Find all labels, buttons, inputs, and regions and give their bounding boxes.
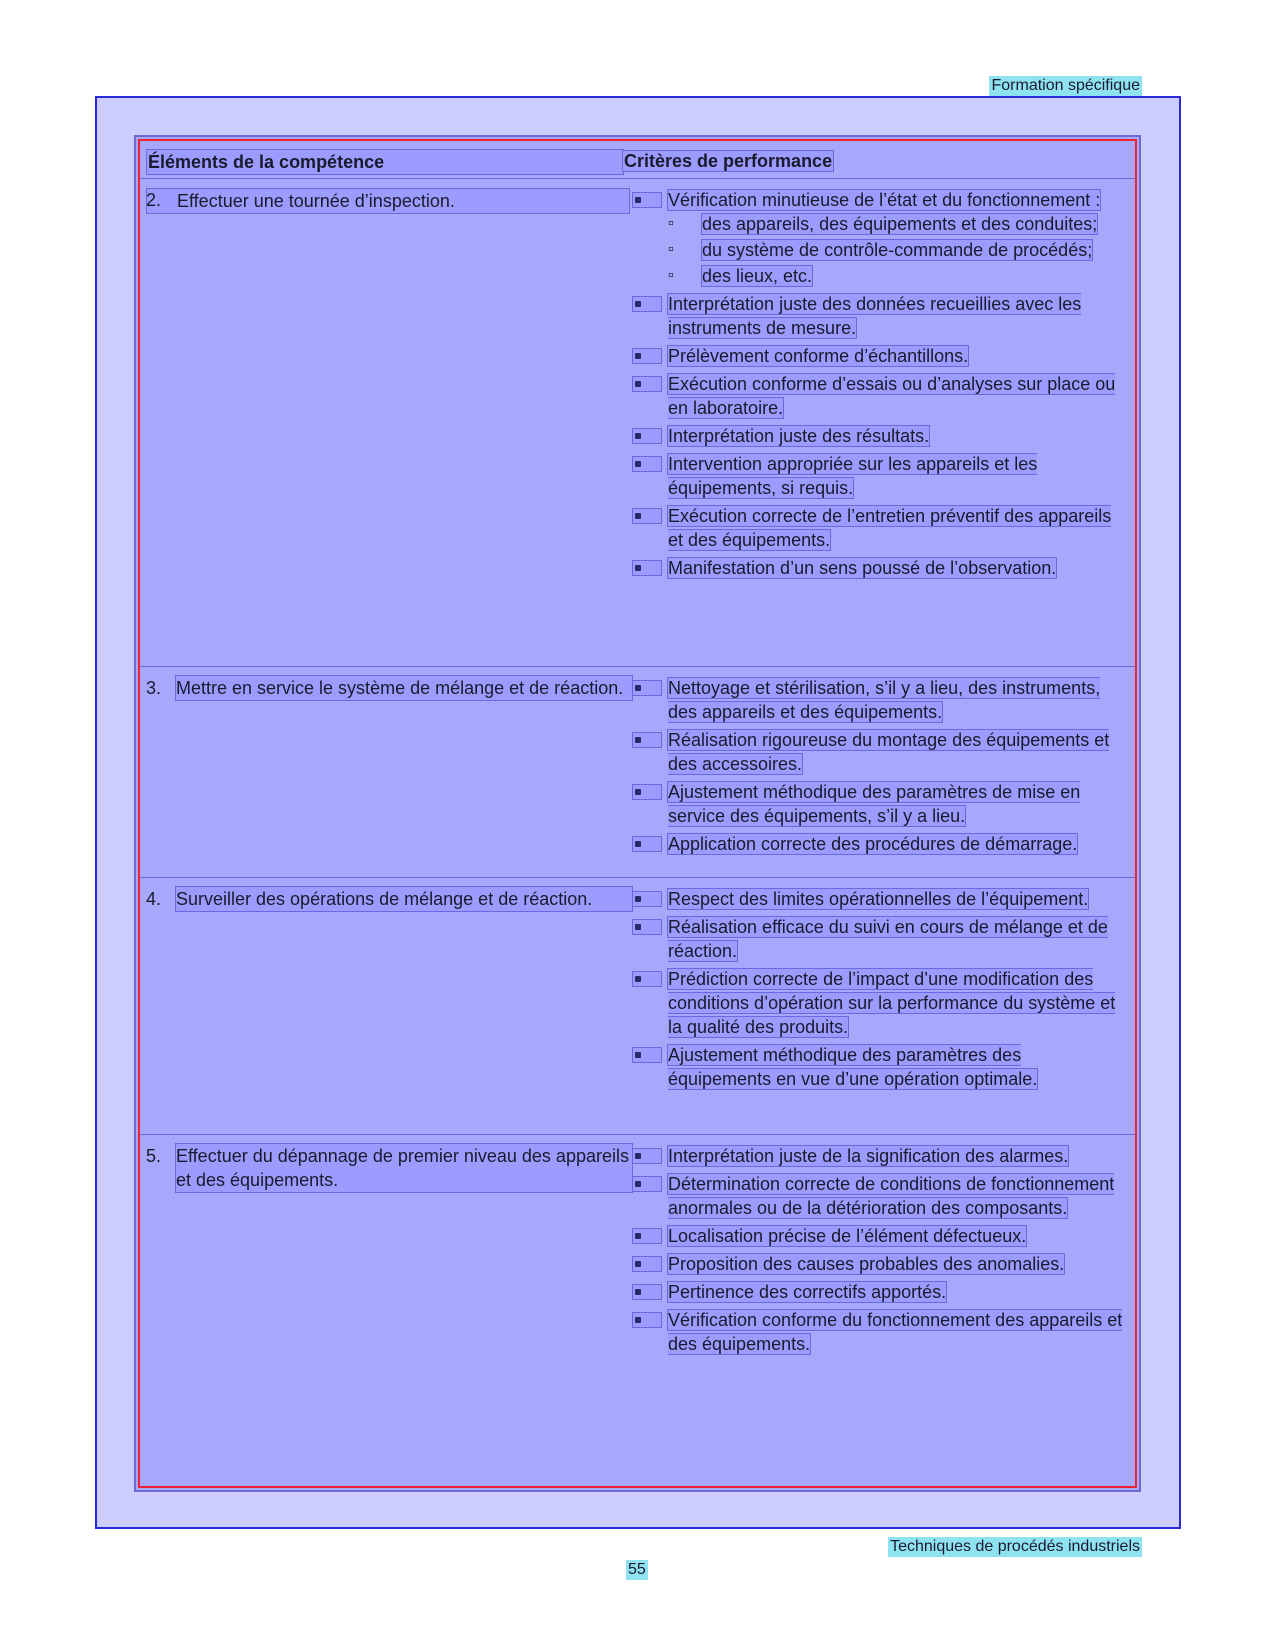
element-text: Surveiller des opérations de mélange et de réaction. bbox=[176, 887, 632, 911]
bullet-icon bbox=[632, 891, 662, 907]
bullet-icon bbox=[632, 1256, 662, 1272]
table-row bbox=[140, 178, 1135, 667]
list-item: Réalisation efficace du suivi en cours de mélange et de réaction. bbox=[632, 915, 1125, 963]
table-row bbox=[140, 1134, 1135, 1486]
competence-element bbox=[146, 676, 632, 700]
table-header-row bbox=[140, 141, 1135, 179]
element-number: 2. bbox=[146, 190, 162, 210]
element-number: 4. bbox=[146, 889, 162, 909]
list-item: Proposition des causes probables des anomalies. bbox=[632, 1252, 1125, 1276]
table-row bbox=[140, 877, 1135, 1135]
list-item: Manifestation d’un sens poussé de l’observation. bbox=[632, 556, 1125, 580]
bullet-icon bbox=[632, 680, 662, 696]
bullet-icon bbox=[632, 836, 662, 852]
element-text: Mettre en service le système de mélange et de réaction. bbox=[176, 676, 632, 700]
performance-criteria bbox=[632, 1144, 1125, 1360]
bullet-icon bbox=[632, 428, 662, 444]
bullet-icon bbox=[632, 1047, 662, 1063]
col-header-criteria: Critères de performance bbox=[624, 151, 833, 171]
list-item: Localisation précise de l’élément défectueux. bbox=[632, 1224, 1125, 1248]
bullet-icon bbox=[632, 376, 662, 392]
square-bullet-icon: ▫ bbox=[668, 241, 674, 258]
element-text: Effectuer du dépannage de premier niveau des appareils et des équipements. bbox=[176, 1144, 632, 1192]
competence-element bbox=[146, 188, 632, 214]
bullet-icon bbox=[632, 784, 662, 800]
list-item: Ajustement méthodique des paramètres des équipements en vue d’une opération optimale. bbox=[632, 1043, 1125, 1091]
list-item: Détermination correcte de conditions de fonctionnement anormales ou de la détérioration des composants. bbox=[632, 1172, 1125, 1220]
performance-criteria bbox=[632, 676, 1125, 860]
bullet-icon bbox=[632, 919, 662, 935]
bullet-icon bbox=[632, 560, 662, 576]
running-footer: Techniques de procédés industriels bbox=[890, 1538, 1140, 1555]
list-item: Application correcte des procédures de démarrage. bbox=[632, 832, 1125, 856]
bullet-icon bbox=[632, 348, 662, 364]
list-item: Interprétation juste de la signification des alarmes. bbox=[632, 1144, 1125, 1168]
competence-table-wrapper bbox=[134, 135, 1141, 1492]
list-item: Intervention appropriée sur les appareils et les équipements, si requis. bbox=[632, 452, 1125, 500]
sub-list-item: ▫ des lieux, etc. bbox=[668, 266, 813, 286]
list-item: Interprétation juste des données recueillies avec les instruments de mesure. bbox=[632, 292, 1125, 340]
list-item: Exécution correcte de l’entretien préventif des appareils et des équipements. bbox=[632, 504, 1125, 552]
bullet-icon bbox=[632, 1148, 662, 1164]
list-item: Réalisation rigoureuse du montage des équipements et des accessoires. bbox=[632, 728, 1125, 776]
list-item: Interprétation juste des résultats. bbox=[632, 424, 1125, 448]
list-item: Exécution conforme d’essais ou d’analyses sur place ou en laboratoire. bbox=[632, 372, 1125, 420]
performance-criteria bbox=[632, 188, 1125, 584]
sub-list-item: ▫ du système de contrôle-commande de procédés; bbox=[668, 240, 1093, 260]
bullet-icon bbox=[632, 1284, 662, 1300]
list-item: Pertinence des correctifs apportés. bbox=[632, 1280, 1125, 1304]
bullet-icon bbox=[632, 971, 662, 987]
list-item: Vérification conforme du fonctionnement des appareils et des équipements. bbox=[632, 1308, 1125, 1356]
sub-list-item: ▫ des appareils, des équipements et des conduites; bbox=[668, 214, 1098, 234]
list-item: Ajustement méthodique des paramètres de mise en service des équipements, s’il y a lieu. bbox=[632, 780, 1125, 828]
competence-element bbox=[146, 887, 632, 911]
square-bullet-icon: ▫ bbox=[668, 215, 674, 232]
page-frame bbox=[95, 96, 1181, 1529]
bullet-icon bbox=[632, 456, 662, 472]
element-number: 5. bbox=[146, 1146, 162, 1166]
running-header: Formation spécifique bbox=[991, 77, 1140, 94]
bullet-icon bbox=[632, 192, 662, 208]
list-item: Prédiction correcte de l’impact d’une modification des conditions d’opération sur la performance du système et la qualité des produits. bbox=[632, 967, 1125, 1039]
bullet-icon bbox=[632, 296, 662, 312]
list-item: Vérification minutieuse de l’état et du fonctionnement : ▫ des appareils, des équipements et des conduites; ▫ du système de contrôle-commande de procédés; ▫ des lieux, etc. bbox=[632, 188, 1125, 288]
element-text: Effectuer une tournée d’inspection. bbox=[146, 188, 630, 214]
bullet-icon bbox=[632, 1228, 662, 1244]
bullet-icon bbox=[632, 732, 662, 748]
bullet-icon bbox=[632, 1312, 662, 1328]
list-item: Respect des limites opérationnelles de l’équipement. bbox=[632, 887, 1125, 911]
competence-element bbox=[146, 1144, 632, 1192]
page-number: 55 bbox=[628, 1561, 646, 1578]
bullet-icon bbox=[632, 508, 662, 524]
square-bullet-icon: ▫ bbox=[668, 267, 674, 284]
list-item: Nettoyage et stérilisation, s’il y a lieu, des instruments, des appareils et des équipements. bbox=[632, 676, 1125, 724]
element-number: 3. bbox=[146, 678, 162, 698]
bullet-icon bbox=[632, 1176, 662, 1192]
performance-criteria bbox=[632, 887, 1125, 1095]
list-item: Prélèvement conforme d’échantillons. bbox=[632, 344, 1125, 368]
col-header-elements: Éléments de la compétence bbox=[146, 149, 624, 175]
competence-table bbox=[138, 139, 1137, 1488]
table-row bbox=[140, 666, 1135, 878]
